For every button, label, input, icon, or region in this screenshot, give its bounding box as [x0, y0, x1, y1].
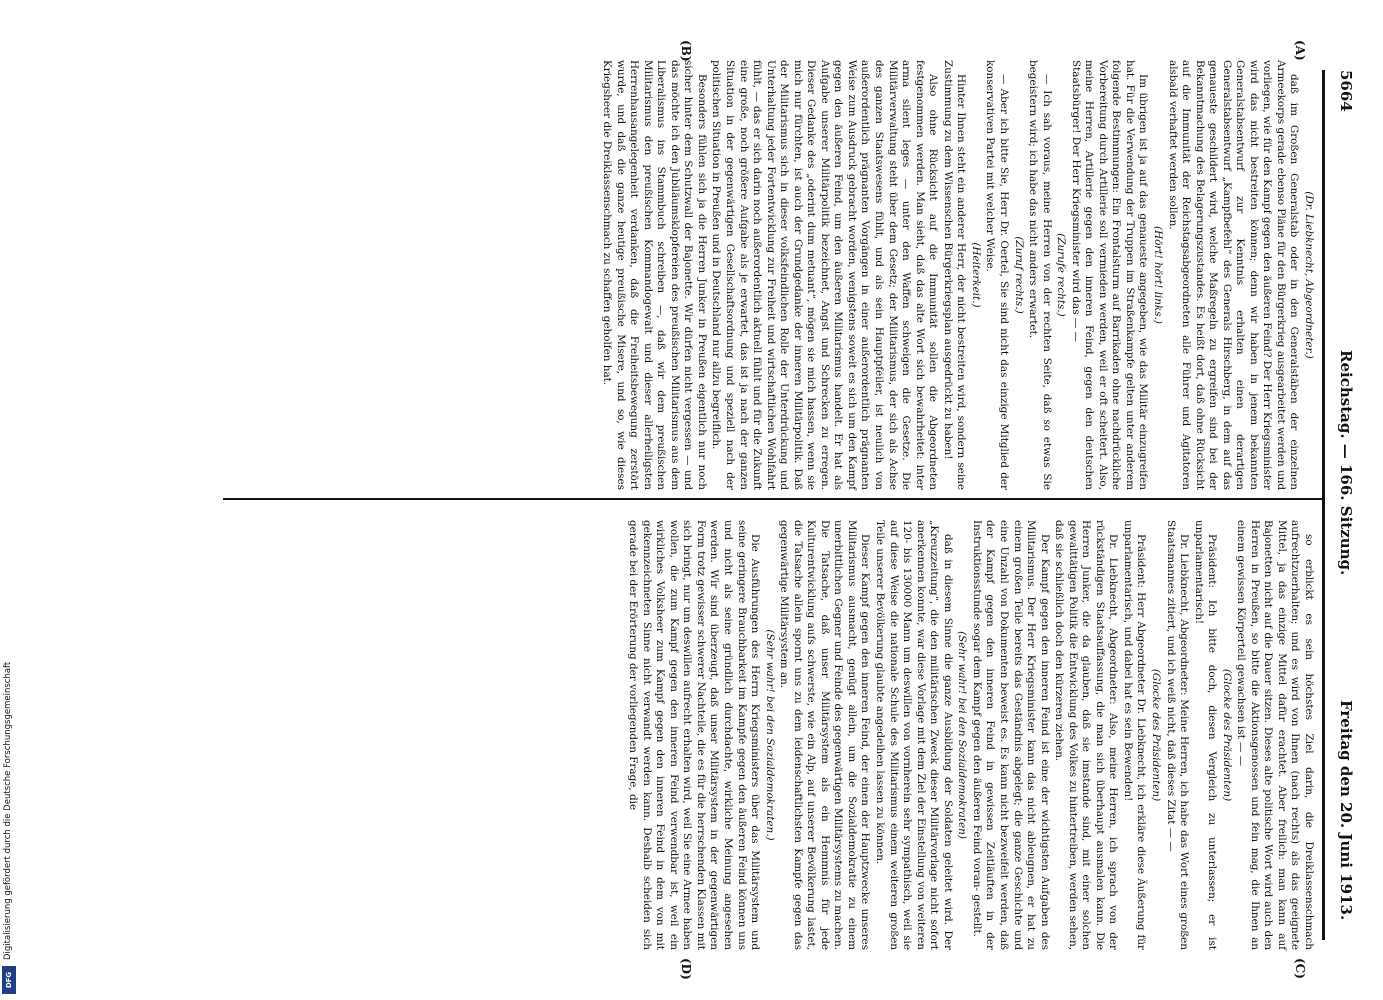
margin-marker-a: (A)	[1293, 40, 1307, 61]
paragraph: Die Ausführungen des Herrn Kriegsministers über das Militärsystem und seine geringere Brauchbarkeit im Kampfe gegen den äußeren Feind können uns und nicht als seine gründlich durchdachte, wirkliche Meinung angesehen werden. Wir sind überzeugt, daß unser Militärsystem in der gegenwärtigen Form trotz gewisser schwerer Nachteile, die es für die herrschenden Klassen mit sich bringt, nur um deswillen aufrecht erhalten wird, weil Sie eine Armee haben wollen, die zum Kampf gegen den inneren Feind verwendbar ist, weil ein wirkliches Volksheer zum Kampf gegen den inneren Feind in dem von mit gekennzeichneten Sinne nicht verwandt werden kann. Deshalb scheiden sich gerade bei der Erörterung der vorliegenden Frage, die	[627, 520, 762, 950]
paragraph: Also ohne Rücksicht auf die Immunität sollen die Abgeordneten festgenommen werden. Man sieht, daß das alte Wort sich bewahrheitet: inter arma silent leges — unter den Waffen schweigen die Gesetze. Die Militärverwaltung steht über dem Gesetz; der Militarismus, der sich als Achse des ganzen Staatswesens fühlt, und als sein Hauptpfeiler, ist neulich von außerordentlich prägnanten Vorgängen in einer außerordentlich prägnanten Weise zum Ausdruck gebracht worden, wenigstens soweit es sich um den Kampf gegen den äußeren Feind, um den äußeren Militarismus handelt. Er hat als Aufgabe unserer Militärpolitik bezeichnet, Angst und Schrecken zu erregen. Dieser Gedanke des „oderint dum metuant“, mögen sie mich hassen, wenn sie mich nur fürchten, ist auch der Grundgedanke der inneren Militärpolitik. Daß der Militarismus sich in dieser volksfeindlichen Rolle der Unterdrückung und Unterhaltung jeder Fortentwicklung zur Freiheit und wirtschaftlichen Wohlfahrt fühlt, — das er sich darin noch außerordentlich aktuell fühlt und für die Zukunft eine große, noch größere Aufgabe als je erwartet, das ist ja nach der ganzen Situation in der gegenwärtigen Gesellschaftsordnung und speziell nach der politischen Situation in Preußen und in Deutschland nur allzu begreiflich.	[710, 60, 940, 490]
stage-note: (Zurufe rechts.)	[1055, 233, 1068, 317]
stage-note: (Heiterkeit.)	[969, 242, 982, 308]
paragraph: daß im Großen Generalstab oder in den Generalstäben der einzelnen Armeekorps gerade ebenso Pläne für den Bürgerkrieg ausgearbeitet werden und vorliegen, wie für den Kampf gegen den äußeren Feind? Der Herr Kriegsminister wird das nicht bestreiten können; denn wir haben in jenem bekannten Generalstabsentwurf zur Kenntnis erhalten einen derartigen Generalstabsentwurf „Kampfbefehl“ des Generals Hirschberg, in dem auf das genaueste geschildert wird, welche Maßregeln zu ergreifen sind bei der Bekanntmachung des Belagerungszustandes. Es heißt dort, daß ohne Rücksicht auf die Immunität der Reichstagsabgeordneten alle Führer und Agitatoren alsbald verhaftet werden sollen.	[1166, 60, 1301, 490]
stage-note: (Hört! hört! links.)	[1151, 226, 1164, 324]
header-rule	[1322, 70, 1325, 940]
margin-marker-b: (B)	[679, 40, 693, 62]
paragraph: Präsident: Herr Abgeordneter Dr. Liebknecht, ich erkläre diese Äußerung für unparlamentarisch, und dabei hat es sein Bewenden!	[1121, 520, 1148, 950]
margin-marker-d: (D)	[679, 958, 693, 980]
digitization-note: Digitalisierung gefördert durch die Deutsche Forschungsgemeinschaft	[3, 661, 13, 960]
paragraph: so erblickt es sein höchstes Ziel darin, die Dreiklassenschmach aufrechtzuerhalten; und es wird von Ihnen (nach rechts) als das geeignete Mittel, ja das einzige Mittel dafür erachtet. Aber freilich: man kann auf Bajonetten nicht auf die Dauer sitzen. Dieses alte politische Wort wird auch den Herren in Preußen, so bitte die Aktionsgenossen und fein mag, die Ihnen an einem gewissen Körperteil gewachsen ist — —	[1235, 520, 1315, 950]
paragraph: Dr. Liebknecht, Abgeordneter: Meine Herren, ich habe das Wort eines großen Staatsmannes zitiert, und ich weiß nicht, daß dieses Zitat — —	[1164, 520, 1191, 950]
margin-marker-c: (C)	[1293, 958, 1307, 979]
stage-note: (Dr. Liebknecht, Abgeordneter.)	[1303, 191, 1315, 359]
paragraph: Besonders fühlen sich ja die Herren Junker in Preußen eigentlich nur noch sicher hinter dem Schutzwall der Bajonette. Wir dürfen nicht vergessen — und das möchte ich den Jubiläumsklopfereien des preußischen Militarismus aus dem Liberalismus ins Stammbuch schreiben —, daß wir dem preußischen Militarismus den preußischen Kommandogewalt und dieser allerheiligsten Herrenhausangelegenheit verdanken, daß die Freiheitsbewegung zerstört wurde, und daß die ganze heutige preußische Misere, und so, wie dieses Kriegsheer die Dreiklassenschmach zu schaffen geholfen hat.	[601, 60, 708, 490]
stage-note: (Zuruf rechts.)	[1012, 236, 1025, 314]
header-title: Reichstag. — 166. Sitzung.	[1337, 350, 1355, 576]
paragraph: daß in diesem Sinne die ganze Ausbildung der Soldaten geleitet wird. Der „Kreuzzeitung“, die den militärischen Zweck dieser Militärvorlage nicht sofort anerkennen konnte, war diese Vorlage mit dem Ziel der Einstellung von weiteren 120- bis 130000 Mann um deswillen von vornherein sehr sympathisch, weil sie auf diese Weise die nationale Schule des Militarismus einem weiteren großen Teile unserer Bevölkerung glaubte angedeihen lassen zu können.	[874, 520, 954, 950]
page-number: 5664	[1337, 70, 1355, 112]
paragraph: — Ich sah voraus, meine Herren von der rechten Seite, daß so etwas Sie begeistern wird; ich habe das nicht anders erwartet.	[1027, 60, 1053, 490]
stage-note: (Glocke des Präsidenten)	[1220, 668, 1233, 802]
paragraph: Präsident: Ich bitte doch, diesen Vergleich zu unterlassen; er ist unparlamentarisch!	[1192, 520, 1219, 950]
right-column	[625, 520, 1315, 950]
paragraph: Der Kampf gegen den inneren Feind ist eine der wichtigsten Aufgaben des Militarismus. Der Herr Kriegsminister kann das nicht ableugnen, er hat zu einem großen Teile bereits das Geständnis abgelegt; die ganze Geschichte und eine Unzahl von Dokumenten beweist es. Es kann nicht bezweifelt werden, daß der Kampf gegen den inneren Feind in gewissen Zeitläuften in der Instruktionsstunde sogar dem Kampf gegen den äußeren Feind voran- gestellt.	[970, 520, 1051, 950]
stage-note: (Sehr wahr! bei den Sozialdemokraten)	[956, 631, 969, 839]
dfg-logo: DFG	[2, 966, 16, 994]
stage-note: (Sehr wahr! bei den Sozialdemokraten.)	[763, 629, 776, 841]
paragraph: — Aber ich bitte Sie, Herr Dr. Oertel, Sie sind nicht das einzige Mitglied der konservativen Partei mit welcher Weise.	[984, 60, 1010, 490]
paragraph: Im übrigen ist ja auf das genaueste angegeben, wie das Militär einzugreifen hat. Für die Verwendung der Truppen im Straßenkampfe gelten unter anderem folgende Bestimmungen: Ein Frontalsturm auf Barrikaden ohne nachdrückliche Vorbereitung durch Artillerie soll vermieden werden, weil er oft scheitert. Also, meine Herren, Artillerie gegen den inneren Feind, gegen den deutschen Staatsbürger! Der Herr Kriegsminister wird das — —	[1069, 60, 1150, 490]
header-date: Freitag den 20. Juni 1913.	[1337, 700, 1355, 921]
paragraph: Dr. Liebknecht, Abgeordneter: Also, meine Herren, ich sprach von der rückständigen Staatsauffassung, die man sich überhaupt ausmalen kann. Die Herren Junker, die da glauben, daß sie imstande sind, mit einer solchen gewalttätigen Politik die Entwicklung des Volkes zu hintertreiben, werden sehen, daß sie schließlich doch den kürzeren ziehen.	[1053, 520, 1120, 950]
stage-note: (Glocke des Präsidenten)	[1149, 668, 1162, 802]
left-column	[599, 60, 1315, 490]
column-divider	[223, 498, 1323, 500]
page-header	[1331, 0, 1355, 1000]
paragraph: Hinter Ihnen steht ein anderer Herr, der nicht bestreiten wird, sondern seine Zustimmung zu dem Wissenschen Bürgerkriegsplan ausgedrückt zu haben!	[941, 60, 968, 490]
paragraph: Dieser Kampf gegen den inneren Feind, der einen der Hauptzwecke unseres Militarismus ausmacht, genügt allein, um die Sozialdemokratie zu einem unerbittlichen Gegner und Feinde des gegenwärtigen Militärsystems zu machen. Die Tatsache, daß unser Militärsystem als ein Hemmnis für jede Kulturentwicklung aufs schwerste, wie ein Alp, auf unserer Bevölkerung lastet, die Tatsache allein spornt uns zu dem leidenschaftlichsten Kampfe gegen das gegenwärtige Militärsystem an.	[778, 520, 872, 950]
